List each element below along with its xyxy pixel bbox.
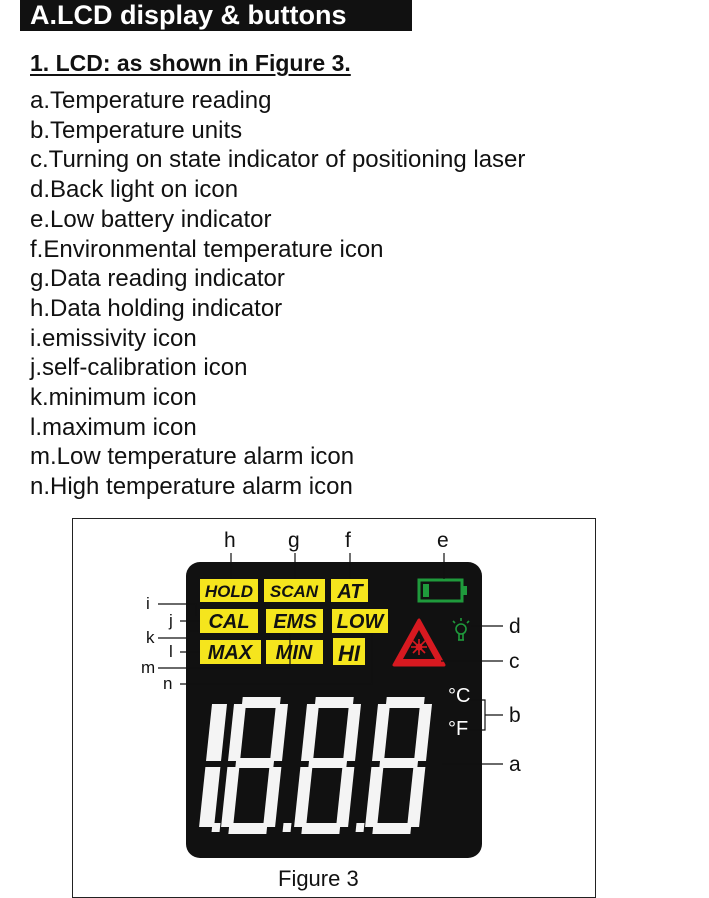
list-item: k.minimum icon — [30, 384, 197, 412]
hi-label: HI — [338, 641, 360, 666]
callout-a: a — [509, 753, 521, 776]
section-title: A.LCD display & buttons — [20, 0, 412, 31]
callout-l: l — [169, 642, 173, 661]
max-label: MAX — [207, 642, 253, 664]
list-item: n.High temperature alarm icon — [30, 473, 353, 501]
callout-j: j — [169, 611, 173, 630]
ems-label: EMS — [273, 611, 317, 633]
celsius-unit: °C — [448, 685, 471, 707]
list-item: m.Low temperature alarm icon — [30, 443, 355, 471]
callout-f: f — [345, 529, 351, 552]
list-item: j.self-calibration icon — [30, 354, 248, 382]
list-item: f.Environmental temperature icon — [30, 235, 384, 263]
callout-h: h — [224, 529, 236, 552]
list-item: d.Back light on icon — [30, 176, 239, 204]
list-item: a.Temperature reading — [30, 87, 272, 114]
list-item: h.Data holding indicator — [30, 294, 283, 322]
min-label: MIN — [275, 642, 313, 664]
callout-b: b — [509, 704, 521, 727]
list-item: l.maximum icon — [30, 413, 197, 441]
figure-caption: Figure 3 — [278, 866, 359, 891]
fahrenheit-unit: °F — [448, 718, 469, 740]
list-item: g.Data reading indicator — [30, 265, 285, 293]
list-item: e.Low battery indicator — [30, 205, 272, 233]
callout-e: e — [437, 529, 449, 552]
list-item: i.emissivity icon — [30, 324, 197, 352]
callout-i: i — [146, 594, 150, 613]
callout-n: n — [163, 674, 173, 693]
callout-m: m — [141, 658, 156, 677]
callout-c: c — [509, 650, 520, 673]
cal-label: CAL — [208, 611, 250, 633]
subheading: 1. LCD: as shown in Figure 3. — [30, 50, 351, 76]
scan-label: SCAN — [269, 582, 319, 601]
list-item: b.Temperature units — [30, 116, 243, 144]
hold-label: HOLD — [204, 582, 254, 601]
low-label: LOW — [336, 611, 384, 633]
callout-k: k — [146, 628, 155, 647]
callout-g: g — [288, 529, 300, 552]
callout-d: d — [509, 615, 521, 638]
list-item: c.Turning on state indicator of positioning laser — [30, 146, 526, 174]
at-label: AT — [337, 581, 363, 603]
